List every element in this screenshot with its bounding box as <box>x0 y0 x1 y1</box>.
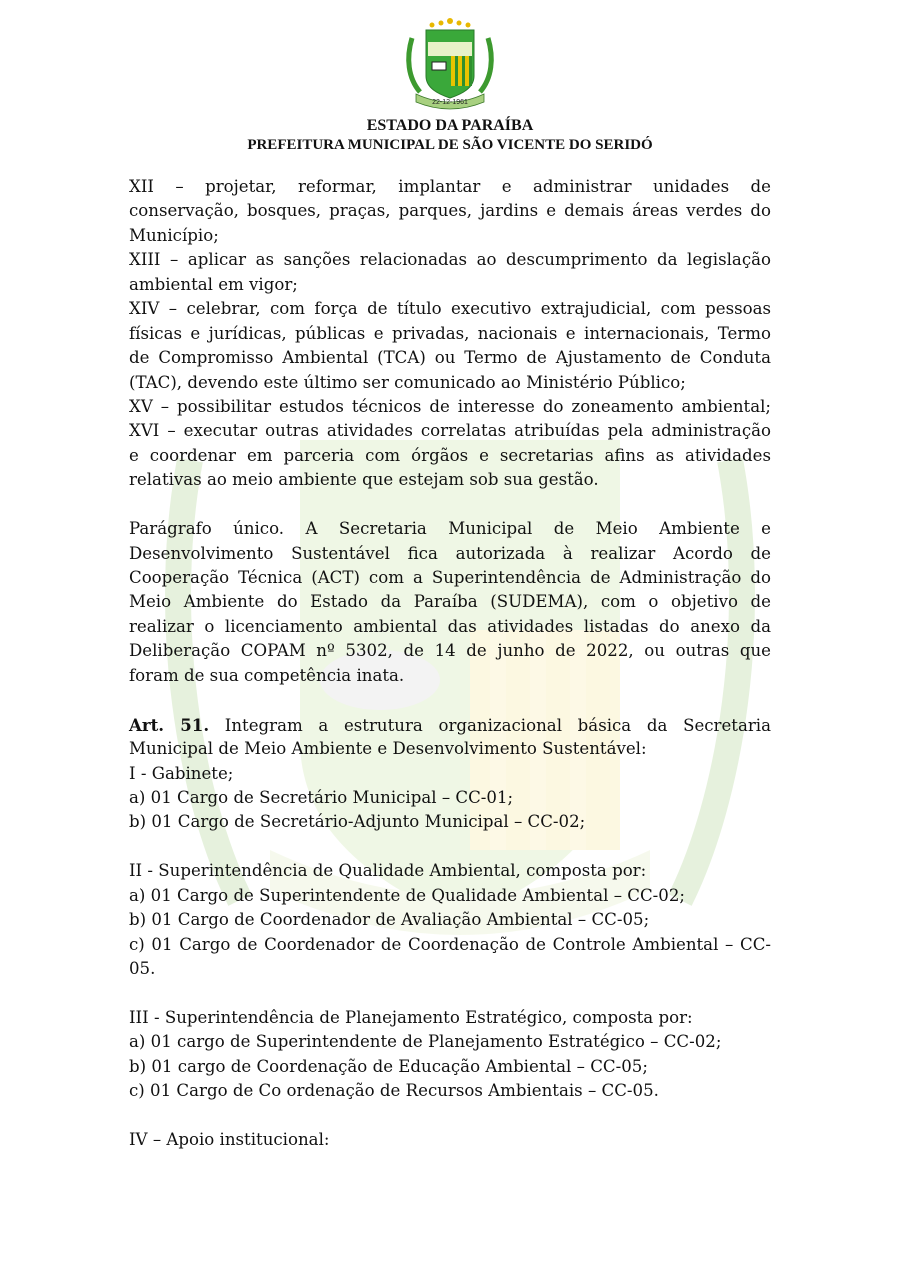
text-line-content: b) 01 Cargo de Coordenador de Avaliação Ambiental – CC-05; <box>129 910 650 930</box>
text-line <box>129 199 771 223</box>
text-line <box>129 419 771 443</box>
text-line <box>129 737 771 761</box>
text-line <box>129 1030 771 1054</box>
text-line-content: 05. <box>129 959 156 978</box>
text-line-content: a) 01 cargo de Superintendente de Planejamento Estratégico – CC-02; <box>129 1032 722 1052</box>
text-line-content: c) 01 Cargo de Coordenador de Coordenação de Controle Ambiental – CC- <box>129 934 771 954</box>
text-line <box>129 664 771 688</box>
text-line-content: Deliberação COPAM nº 5302, de 14 de junho de 2022, ou outras que <box>129 641 771 661</box>
text-line-content: ambiental em vigor; <box>129 274 298 294</box>
text-line-content: físicas e jurídicas, públicas e privadas, nacionais e internacionais, Termo <box>129 323 771 343</box>
crest-date-text: 22-12-1961 <box>432 99 468 106</box>
text-line <box>129 1006 771 1030</box>
paragraph <box>129 859 771 981</box>
text-line-content: e coordenar em parceria com órgãos e secretarias afins as atividades <box>129 445 771 465</box>
text-line <box>129 884 771 908</box>
text-line <box>129 908 771 932</box>
paragraph-gap <box>129 981 771 1005</box>
text-line <box>129 224 771 248</box>
paragraph <box>129 1006 771 1104</box>
text-line <box>129 273 771 297</box>
paragraph-gap <box>129 688 771 712</box>
text-line <box>129 1128 771 1152</box>
article-number: Art. 51. <box>129 714 210 735</box>
text-line-content: foram de sua competência inata. <box>129 665 405 685</box>
text-line <box>129 1079 771 1103</box>
text-line-content: b) 01 Cargo de Secretário-Adjunto Municipal – CC-02; <box>129 812 586 832</box>
text-line <box>129 590 771 614</box>
paragraph-gap <box>129 493 771 517</box>
text-line <box>129 713 771 737</box>
paragraph-gap <box>129 835 771 859</box>
text-line-content: Município; <box>129 225 219 245</box>
text-line <box>129 810 771 834</box>
text-line-content: XVI – executar outras atividades correlatas atribuídas pela administração <box>129 421 771 441</box>
text-line <box>129 468 771 492</box>
paragraph <box>129 175 771 493</box>
text-line <box>129 933 771 957</box>
text-line <box>129 395 771 419</box>
text-line <box>129 248 771 272</box>
text-line <box>129 297 771 321</box>
text-line <box>129 346 771 370</box>
text-line <box>129 639 771 663</box>
text-line <box>129 615 771 639</box>
text-line-content: XIV – celebrar, com força de título executivo extrajudicial, com pessoas <box>129 299 771 319</box>
text-line-content: c) 01 Cargo de Co ordenação de Recursos Ambientais – CC-05. <box>129 1081 659 1101</box>
paragraph <box>129 1128 771 1152</box>
text-line-content: I - Gabinete; <box>129 763 234 783</box>
text-line-content: Integram a estrutura organizacional básica da Secretaria <box>209 715 772 735</box>
municipal-crest-logo <box>398 18 502 110</box>
text-line <box>129 957 771 981</box>
text-line-content: IV – Apoio institucional: <box>129 1130 330 1150</box>
text-line-content: de Compromisso Ambiental (TCA) ou Termo de Ajustamento de Conduta <box>129 348 771 368</box>
text-line-content: Desenvolvimento Sustentável fica autorizada à realizar Acordo de <box>129 543 771 563</box>
text-line-content: II - Superintendência de Qualidade Ambiental, composta por: <box>129 861 647 881</box>
header-municipality: PREFEITURA MUNICIPAL DE SÃO VICENTE DO SERIDÓ <box>247 137 653 153</box>
text-line-content: XII – projetar, reformar, implantar e administrar unidades de <box>129 177 771 196</box>
document-body <box>129 175 771 1153</box>
text-line-content: conservação, bosques, praças, parques, jardins e demais áreas verdes do <box>129 201 771 221</box>
text-line <box>129 542 771 566</box>
text-line-content: b) 01 cargo de Coordenação de Educação Ambiental – CC-05; <box>129 1056 648 1076</box>
text-line <box>129 322 771 346</box>
text-line-content: XV – possibilitar estudos técnicos de interesse do zoneamento ambiental; <box>129 396 771 416</box>
header-state: ESTADO DA PARAÍBA <box>366 117 534 134</box>
text-line-content: a) 01 Cargo de Secretário Municipal – CC-01; <box>129 787 514 807</box>
text-line-content: relativas ao meio ambiente que estejam sob sua gestão. <box>129 470 599 490</box>
text-line <box>129 786 771 810</box>
text-line-content: (TAC), devendo este último ser comunicado ao Ministério Público; <box>129 372 686 392</box>
text-line-content: Parágrafo único. A Secretaria Municipal de Meio Ambiente e <box>129 519 771 539</box>
text-line-content: Cooperação Técnica (ACT) com a Superintendência de Administração do <box>129 568 771 587</box>
text-line <box>129 859 771 883</box>
text-line-content: Meio Ambiente do Estado da Paraíba (SUDEMA), com o objetivo de <box>129 592 771 612</box>
text-line <box>129 566 771 590</box>
text-line-content: XIII – aplicar as sanções relacionadas ao descumprimento da legislação <box>129 250 771 270</box>
text-line-content: a) 01 Cargo de Superintendente de Qualidade Ambiental – CC-02; <box>129 885 685 905</box>
text-line-content: III - Superintendência de Planejamento Estratégico, composta por: <box>129 1007 693 1027</box>
text-line <box>129 1055 771 1079</box>
text-line <box>129 762 771 786</box>
paragraph-gap <box>129 1104 771 1128</box>
text-line <box>129 517 771 541</box>
text-line <box>129 175 771 199</box>
paragraph <box>129 517 771 688</box>
text-line <box>129 444 771 468</box>
paragraph <box>129 713 771 835</box>
text-line-content: Municipal de Meio Ambiente e Desenvolvimento Sustentável: <box>129 739 647 759</box>
text-line <box>129 371 771 395</box>
text-line-content: realizar o licenciamento ambiental das atividades listadas do anexo da <box>129 616 771 636</box>
